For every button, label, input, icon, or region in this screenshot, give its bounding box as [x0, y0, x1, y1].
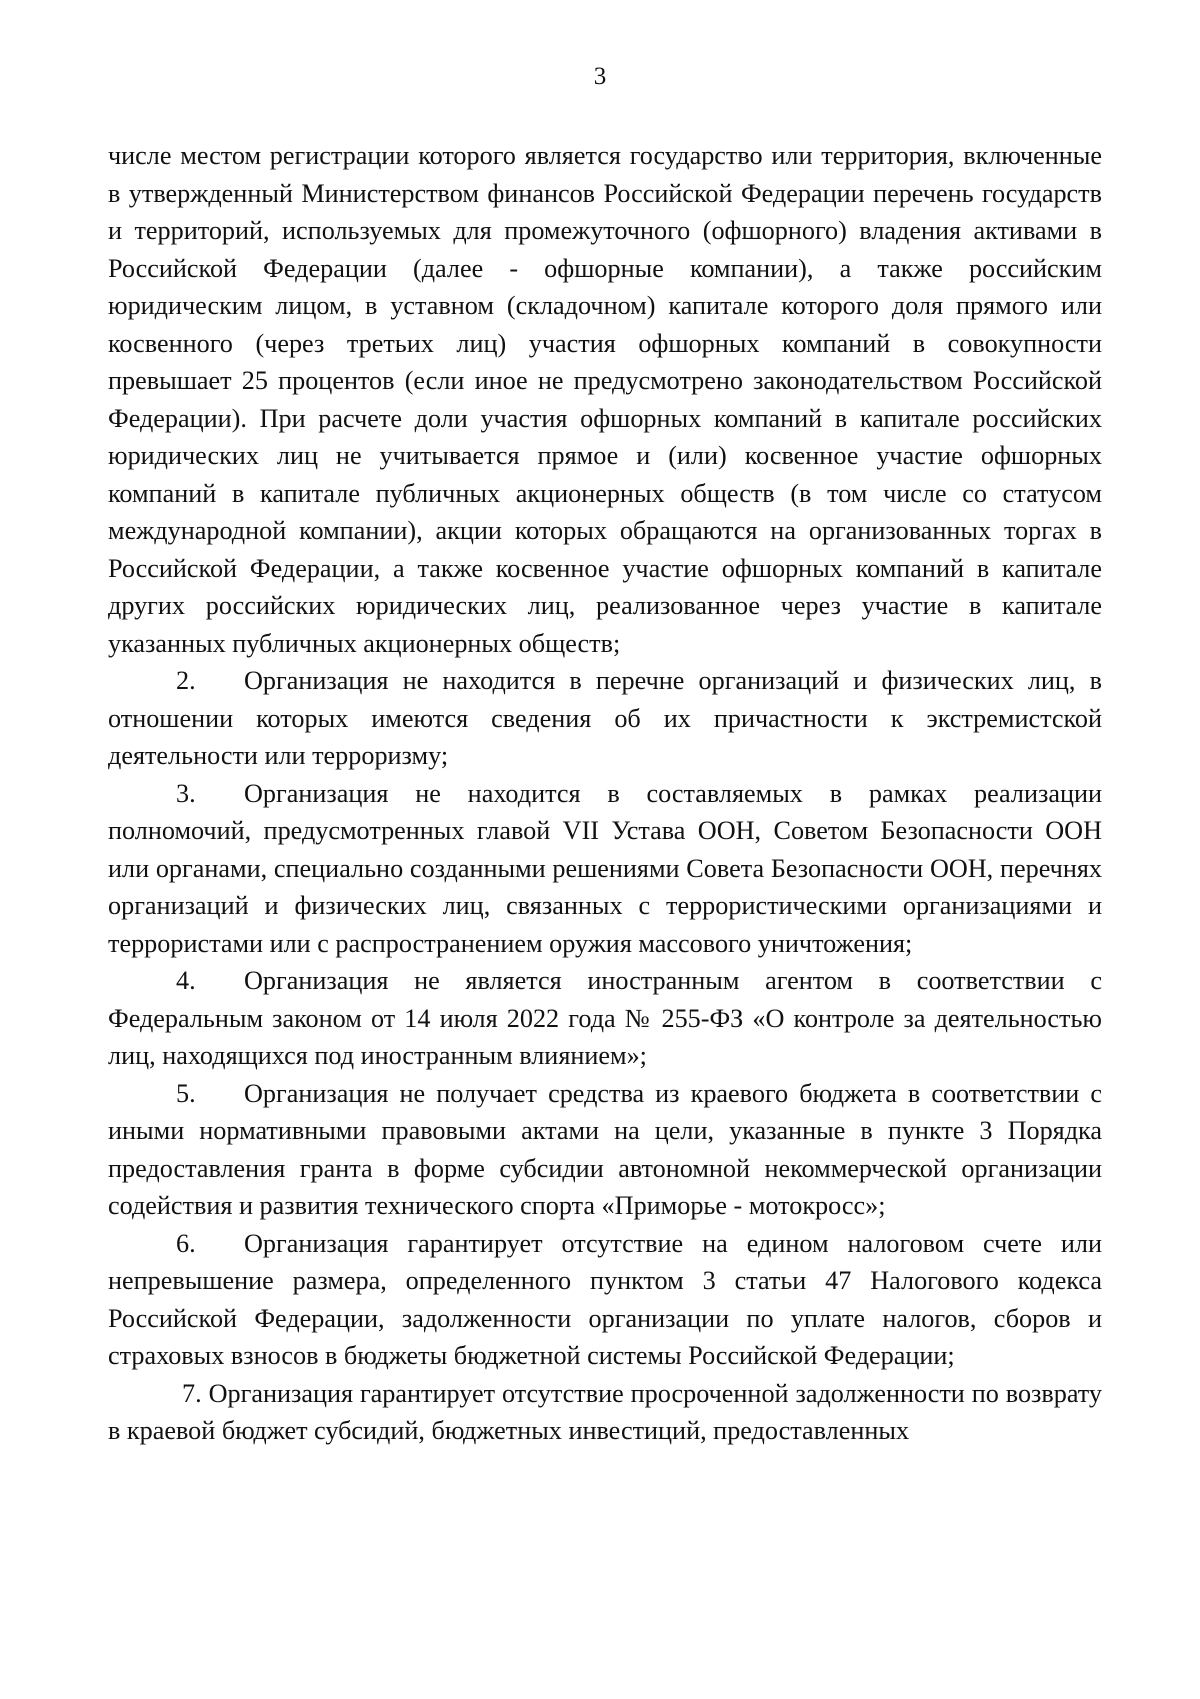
document-body [108, 137, 1102, 1450]
page-number: 3 [593, 63, 607, 90]
list-item-text: Организация гарантирует отсутствие просроченной задолженности по возврату в краевой бюджет субсидий, бюджетных инвестиций, предоставленных [108, 1378, 1102, 1445]
list-item [108, 1375, 1102, 1450]
list-item-number: 4. [176, 966, 196, 995]
list-item-number: 3. [176, 778, 196, 808]
list-item-text: Организация не получает средства из краевого бюджета в соответствии с иными нормативными правовыми актами на цели, указанные в пункте 3 Порядка предоставления гранта в форме субсидии автономной некоммерческой организации содействия и развития технического спорта «Приморье - мотокросс»; [108, 1078, 1102, 1220]
list-item-number: 2. [176, 666, 196, 695]
list-item-text: Организация не находится в составляемых в рамках реализации полномочий, предусмотренных главой VII Устава ООН, Советом Безопасности ООН или органами, специально созданными решениями Совета Безопасности ООН, перечнях организаций и физических лиц, связанных с террористическими организациями и террористами или с распространением оружия массового уничтожения; [108, 778, 1102, 958]
list-item-number: 5. [176, 1078, 196, 1108]
list-item [108, 1075, 1102, 1225]
list-item [108, 662, 1102, 775]
paragraph-continuation: числе местом регистрации которого является государство или территория, включенные в утвержденный Министерством финансов Российской Федерации перечень государств и территорий, используемых для промежуточного (офшорного) владения активами в Российской Федерации (далее - офшорные компании), а также российским юридическим лицом, в уставном (складочном) капитале которого доля прямого или косвенного (через третьих лиц) участия офшорных компаний в совокупности превышает 25 процентов (если иное не предусмотрено законодательством Российской Федерации). При расчете доли участия офшорных компаний в капитале российских юридических лиц не учитывается прямое и (или) косвенное участие офшорных компаний в капитале публичных акционерных обществ (в том числе со статусом международной компании), акции которых обращаются на организованных торгах в Российской Федерации, а также косвенное участие офшорных компаний в капитале других российских юридических лиц, реализованное через участие в капитале указанных публичных акционерных обществ; [108, 141, 1102, 658]
list-item [108, 1225, 1102, 1375]
list-item-number: 6. [176, 1228, 196, 1258]
list-item [108, 962, 1102, 1075]
list-item-text: Организация не находится в перечне организаций и физических лиц, в отношении которых имеются сведения об их причастности к экстремистской деятельности или терроризму; [108, 666, 1102, 770]
list-item-number: 7. [182, 1378, 202, 1408]
list-item-text: Организация гарантирует отсутствие на едином налоговом счете или непревышение размера, определенного пунктом 3 статьи 47 Налогового кодекса Российской Федерации, задолженности организации по уплате налогов, сборов и страховых взносов в бюджеты бюджетной системы Российской Федерации; [108, 1228, 1102, 1370]
list-item [108, 775, 1102, 963]
list-item-text: Организация не является иностранным агентом в соответствии с Федеральным законом от 14 июля 2022 года № 255-ФЗ «О контроле за деятельностью лиц, находящихся под иностранным влиянием»; [108, 966, 1102, 1070]
